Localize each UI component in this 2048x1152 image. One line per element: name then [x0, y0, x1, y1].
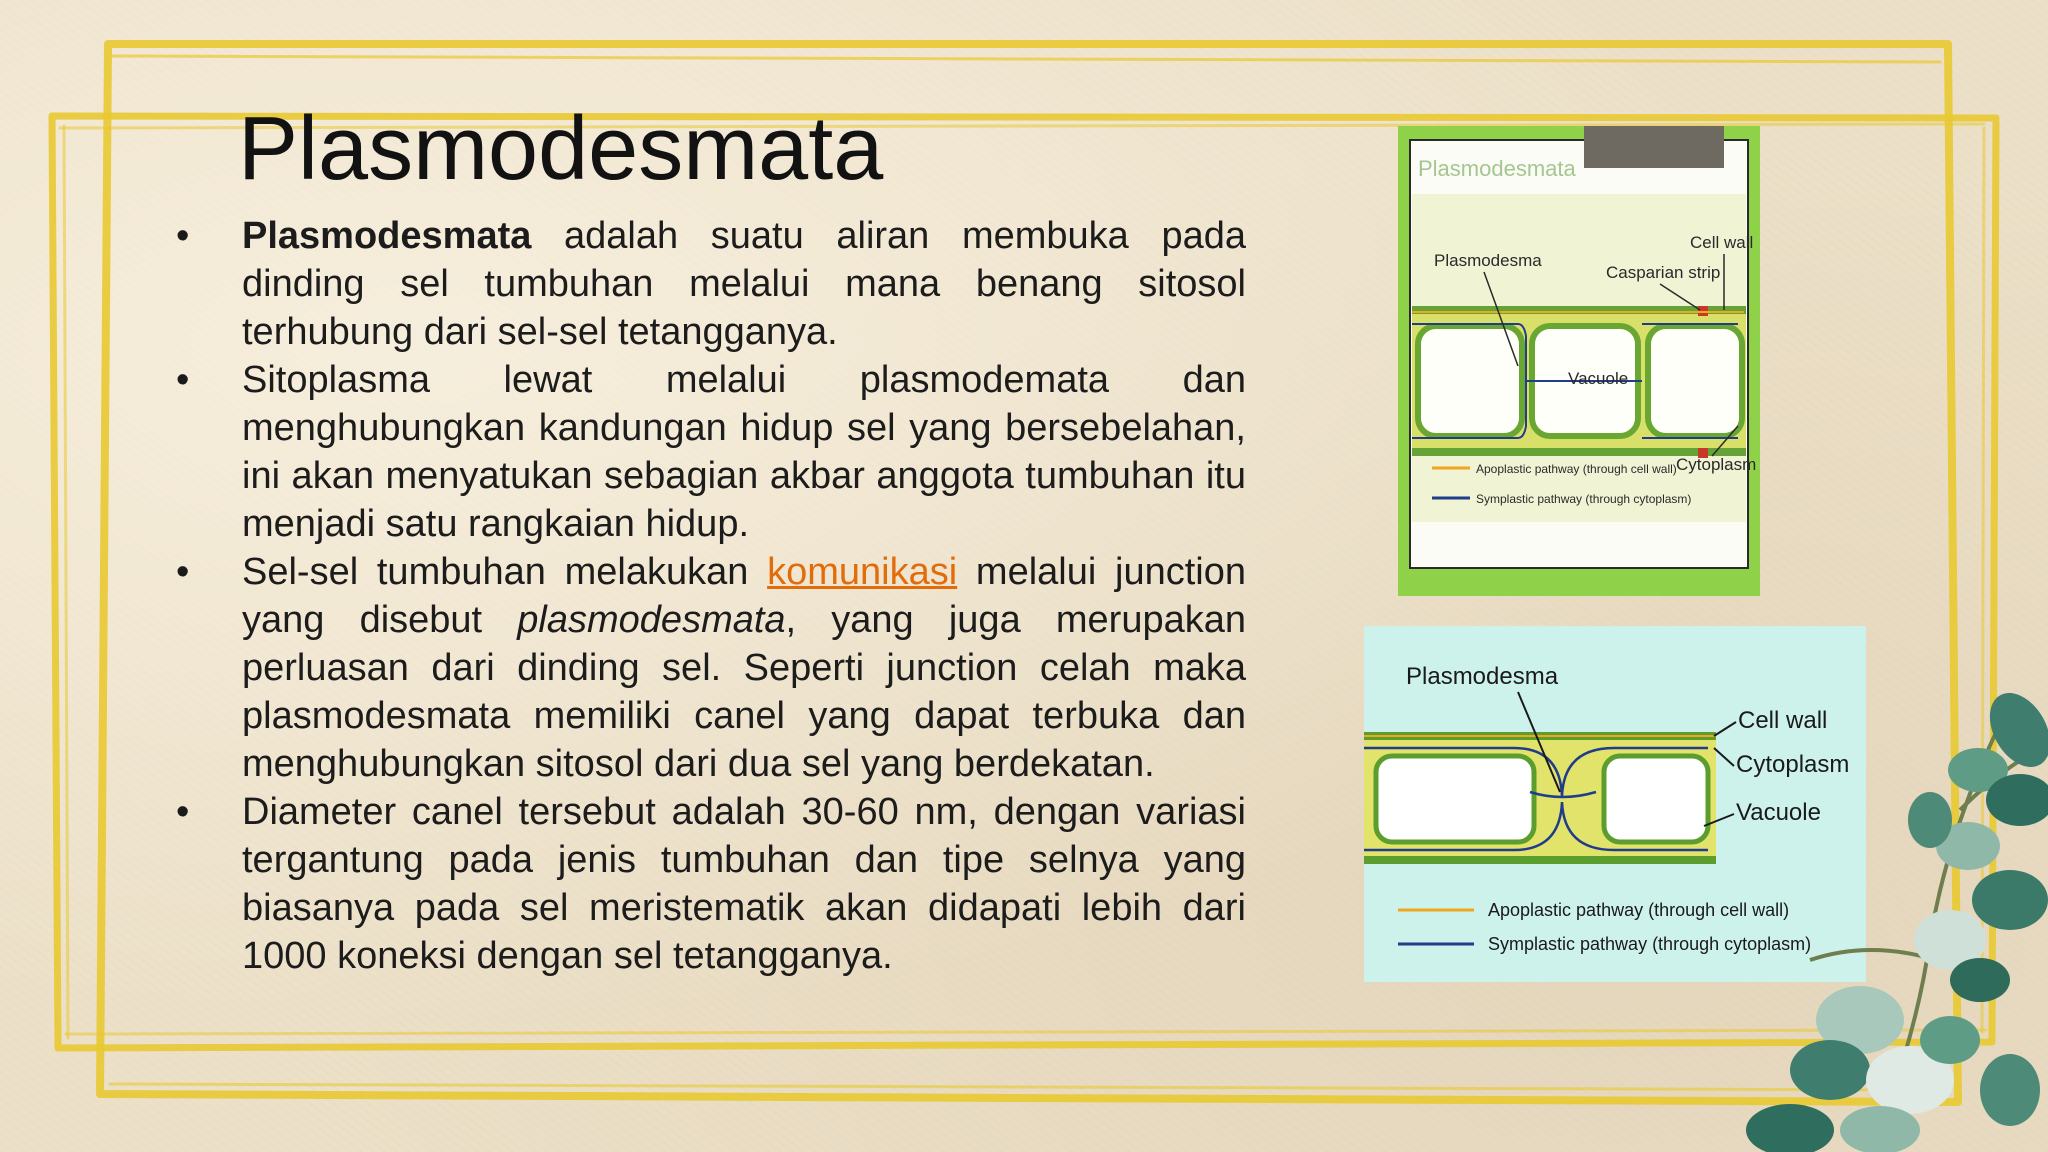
bullet-body-middle: melalui junction yang disebut [242, 551, 1246, 641]
bullet-text: Sitoplasma lewat melalui plasmodemata dan menghubungkan kandungan hidup sel yang bersebelahan, ini akan menyatukan sebagian akbar anggota tumbuhan itu menjadi satu rangkaian hidup. [242, 359, 1246, 545]
bullet-body-start: Sel-sel tumbuhan melakukan [242, 551, 768, 593]
bullet-text [242, 212, 1246, 356]
label-cell-wall: Cell wall [1738, 707, 1828, 734]
label-cytoplasm: Cytoplasm [1676, 455, 1757, 474]
bullet-list [176, 212, 1246, 980]
dark-tab [1584, 126, 1724, 168]
label-vacuole: Vacuole [1736, 799, 1821, 826]
bullet-text: Diameter canel tersebut adalah 30-60 nm, dengan variasi tergantung pada jenis tumbuhan dan tipe selnya yang biasanya pada sel meristematik akan didapati lebih dari 1000 koneksi dengan sel tetangganya. [242, 791, 1246, 977]
label-plasmodesma: Plasmodesma [1434, 251, 1542, 270]
bullet-body: adalah suatu aliran membuka pada dinding sel tumbuhan melalui mana benang sitosol terhubung dari sel-sel tetangganya. [242, 215, 1246, 353]
italic-term: plasmodesmata [517, 599, 786, 641]
label-cytoplasm: Cytoplasm [1736, 751, 1850, 778]
legend-symplastic: Symplastic pathway (through cytoplasm) [1488, 934, 1812, 954]
bullet-item [176, 788, 1246, 980]
plasmodesmata-diagram-top [1398, 126, 1760, 596]
bullet-item [176, 212, 1246, 356]
bullet-marker: • [176, 551, 190, 593]
eucalyptus-leaves-decoration [1720, 660, 2048, 1152]
bullet-text [242, 548, 1246, 788]
diagram-title: Plasmodesmata [1418, 156, 1576, 181]
legend-apoplastic: Apoplastic pathway (through cell wall) [1488, 900, 1790, 920]
bullet-body-end: , yang juga merupakan perluasan dari dinding sel. Seperti junction celah maka plasmodesmata memiliki canel yang dapat terbuka dan menghubungkan sitosol dari dua sel yang berdekatan. [242, 599, 1246, 785]
bold-term: Plasmodesmata [242, 215, 532, 257]
legend-symplastic: Symplastic pathway (through cytoplasm) [1476, 492, 1692, 506]
label-plasmodesma: Plasmodesma [1406, 663, 1559, 690]
slide-title: Plasmodesmata [238, 99, 884, 199]
label-vacuole: Vacuole [1568, 369, 1629, 388]
legend-apoplastic: Apoplastic pathway (through cell wall) [1476, 462, 1677, 476]
bullet-marker: • [176, 215, 190, 257]
bullet-item [176, 548, 1246, 788]
bullet-item [176, 356, 1246, 548]
komunikasi-link[interactable]: komunikasi [767, 551, 958, 593]
bullet-marker: • [176, 791, 190, 833]
bullet-marker: • [176, 359, 190, 401]
label-cell-wall: Cell wall [1690, 233, 1754, 252]
label-casparian-strip: Casparian strip [1606, 263, 1721, 282]
